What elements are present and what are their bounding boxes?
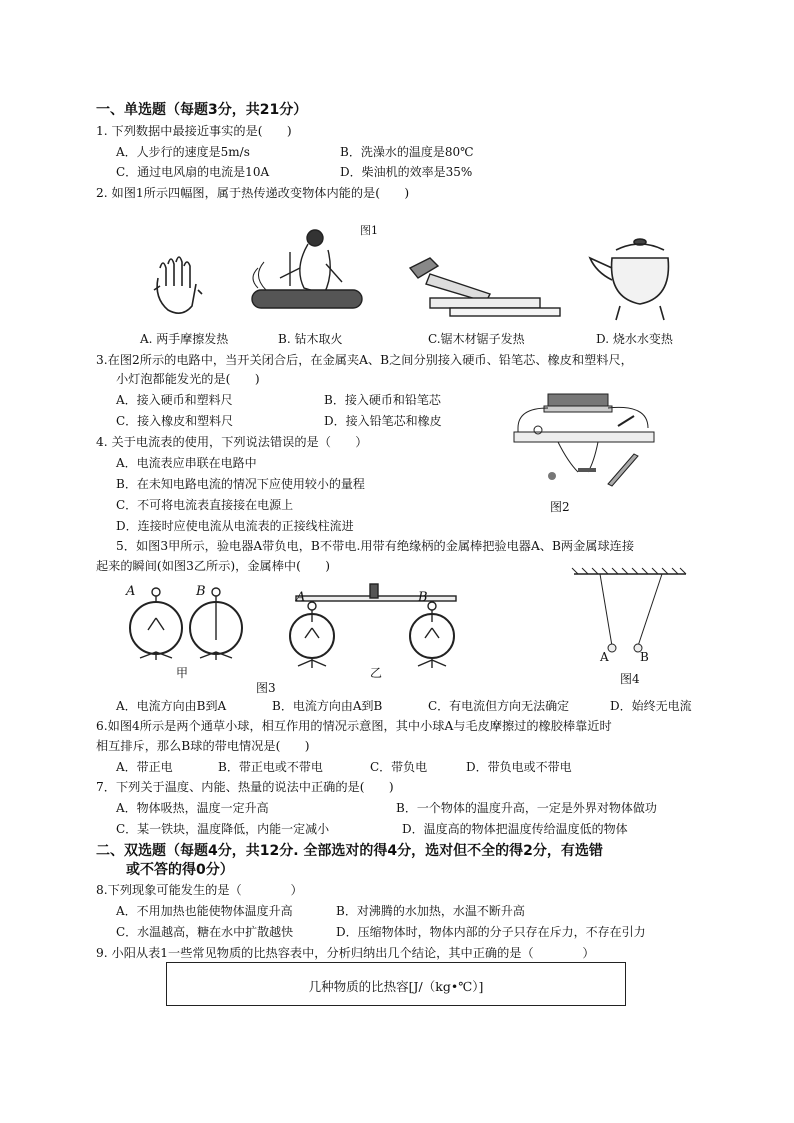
q5-option-a: A．电流方向由B到A	[116, 699, 227, 713]
q8-option-d: D．压缩物体时，物体内部的分子只存在斥力，不存在引力	[336, 925, 646, 939]
q3-option-a: A．接入硬币和塑料尺	[116, 393, 233, 407]
fig1-illustration	[140, 228, 720, 328]
section2-title-line1: 二、双选题（每题4分，共12分. 全部选对的得4分，选对但不全的得2分，有选错	[96, 843, 603, 859]
q7-option-d: D．温度高的物体把温度传给温度低的物体	[402, 822, 628, 836]
table-title: 几种物质的比热容[J/（kg•℃）]	[308, 979, 484, 994]
q6-option-c: C．带负电	[370, 760, 428, 774]
fig2-label: 图2	[550, 500, 570, 514]
q5-option-d: D．始终无电流	[610, 699, 692, 713]
q9-stem: 9. 小阳从表1一些常见物质的比热容表中，分析归纳出几个结论，其中正确的是（ ）	[96, 946, 595, 960]
q1-option-a: A．人步行的速度是5m/s	[116, 145, 250, 159]
q3-option-c: C．接入橡皮和塑料尺	[116, 414, 234, 428]
fig3-jia-label-b: B	[196, 584, 206, 599]
q7-stem: 7．下列关于温度、内能、热量的说法中正确的是( )	[96, 780, 394, 794]
hands-rubbing-icon	[154, 257, 202, 313]
q6-option-a: A．带正电	[116, 760, 173, 774]
q2-option-c: C.锯木材锯子发热	[428, 332, 525, 346]
section1-title: 一、单选题（每题3分，共21分）	[96, 102, 308, 118]
q4-option-c: C．不可将电流表直接接在电源上	[116, 498, 294, 512]
q8-option-b: B．对沸腾的水加热，水温不断升高	[336, 904, 525, 918]
fig3-yi-label-a: A	[296, 590, 306, 605]
q8-stem: 8.下列现象可能发生的是（ ）	[96, 883, 303, 897]
q3-stem-line2: 小灯泡都能发光的是( )	[116, 372, 260, 386]
drilling-wood-icon	[252, 230, 362, 308]
electroscope-a-yi	[290, 602, 334, 668]
q1-option-b: B．洗澡水的温度是80℃	[340, 145, 474, 159]
fig3-yi-label-b: B	[418, 590, 428, 605]
fig2-circuit-illustration	[508, 388, 658, 498]
q5-stem-line2: 起来的瞬间(如图3乙所示)，金属棒中( )	[96, 559, 330, 573]
q6-option-b: B．带正电或不带电	[218, 760, 323, 774]
q4-option-b: B．在未知电路电流的情况下应使用较小的量程	[116, 477, 365, 491]
fig1-label: 图1	[360, 224, 378, 237]
kettle-icon	[590, 239, 668, 320]
q7-option-a: A．物体吸热，温度一定升高	[116, 801, 269, 815]
fig4-ball-a-label: A	[600, 650, 609, 664]
q5-stem-line1: 5．如图3甲所示，验电器A带负电，B不带电.用带有绝缘柄的金属棒把验电器A、B两金属球连接	[116, 539, 635, 553]
q6-option-d: D．带负电或不带电	[466, 760, 572, 774]
q5-option-b: B．电流方向由A到B	[272, 699, 383, 713]
fig3-yi-label: 乙	[370, 666, 383, 680]
q3-option-b: B．接入硬币和铅笔芯	[324, 393, 441, 407]
q6-stem-line2: 相互排斥，那么B球的带电情况是( )	[96, 739, 310, 753]
q8-option-c: C．水温越高，糖在水中扩散越快	[116, 925, 294, 939]
q6-stem-line1: 6.如图4所示是两个通草小球，相互作用的情况示意图，其中小球A与毛皮摩擦过的橡胶棒靠近时	[96, 719, 612, 733]
q7-option-b: B．一个物体的温度升高，一定是外界对物体做功	[396, 801, 657, 815]
saw-wood-icon	[410, 258, 560, 316]
electroscope-b-yi	[410, 602, 454, 668]
q2-option-b: B. 钻木取火	[278, 332, 343, 346]
q2-option-a: A. 两手摩擦发热	[140, 332, 229, 346]
q5-option-c: C．有电流但方向无法确定	[428, 699, 570, 713]
section2-title-line2: 或不答的得0分）	[126, 862, 234, 878]
q4-stem: 4. 关于电流表的使用，下列说法错误的是（ ）	[96, 435, 368, 449]
q4-option-a: A．电流表应串联在电路中	[116, 456, 257, 470]
q4-option-d: D．连接时应使电流从电流表的正接线柱流进	[116, 519, 354, 533]
specific-heat-table	[166, 962, 626, 1006]
q2-option-d: D. 烧水水变热	[596, 332, 673, 346]
electroscope-a-jia	[130, 588, 182, 660]
q2-stem: 2. 如图1所示四幅图，属于热传递改变物体内能的是( )	[96, 186, 410, 200]
fig4-ball-b-label: B	[640, 650, 649, 664]
fig3-jia-label: 甲	[176, 666, 189, 680]
q3-stem-line1: 3.在图2所示的电路中，当开关闭合后，在金属夹A、B之间分别接入硬币、铅笔芯、橡皮和塑料尺，	[96, 353, 633, 367]
fig4-pith-balls-illustration	[570, 566, 690, 656]
q1-stem: 1. 下列数据中最接近事实的是( )	[96, 124, 292, 138]
metal-rod	[296, 584, 456, 601]
fig3-jia-label-a: A	[126, 584, 136, 599]
q8-option-a: A．不用加热也能使物体温度升高	[116, 904, 293, 918]
q3-option-d: D．接入铅笔芯和橡皮	[324, 414, 442, 428]
fig4-label: 图4	[620, 672, 640, 686]
q1-option-c: C．通过电风扇的电流是10A	[116, 165, 270, 179]
q7-option-c: C．某一铁块，温度降低，内能一定减小	[116, 822, 330, 836]
fig3-label: 图3	[256, 681, 276, 695]
q1-option-d: D．柴油机的效率是35%	[340, 165, 473, 179]
